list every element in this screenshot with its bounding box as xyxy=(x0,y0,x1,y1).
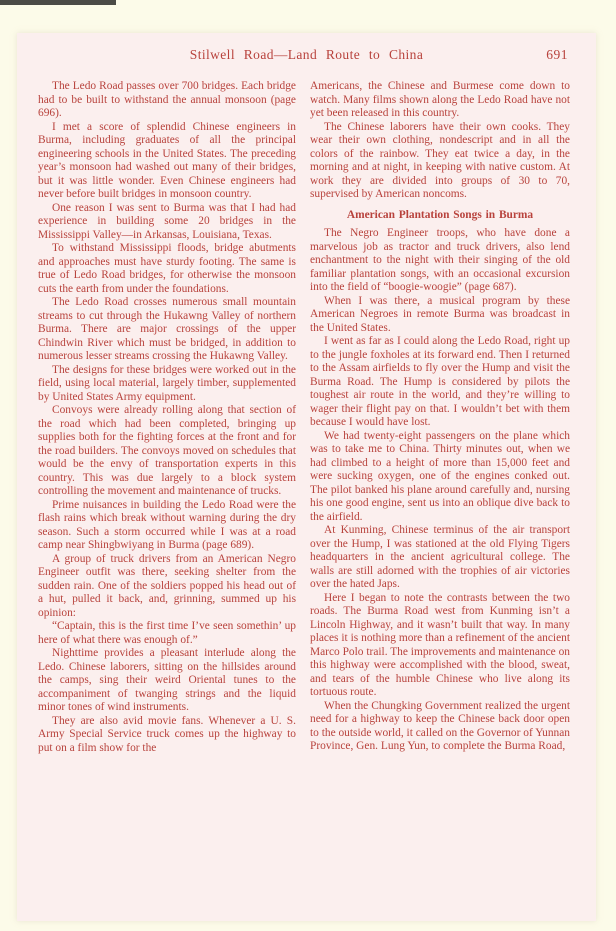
book-page xyxy=(17,33,596,921)
left-column xyxy=(38,80,296,755)
paragraph: I met a score of splendid Chinese engineers in Burma, including graduates of all the principal engineering schools in the United States. The preceding year’s monsoon had washed out many of their bridges, but it was little wonder. Even Chinese engineers had never before built bridges in monsoon country. xyxy=(38,120,296,200)
paragraph: At Kunming, Chinese terminus of the air transport over the Hump, I was stationed at the old Flying Tigers headquarters in the ancient agricultural college. The walls are still adorned with the trophies of air victories over the hated Japs. xyxy=(310,524,570,590)
paragraph: When the Chungking Government realized the urgent need for a highway to keep the Chinese back door open to the outside world, it called on the Governor of Yunnan Province, Gen. Lung Yun, to complete the Burma Road, xyxy=(310,699,570,752)
page-number: 691 xyxy=(546,47,568,62)
paragraph: The Ledo Road passes over 700 bridges. Each bridge had to be built to withstand the annual monsoon (page 696). xyxy=(38,80,296,119)
right-column xyxy=(310,80,570,755)
paragraph: “Captain, this is the first time I’ve seen somethin’ up here of what there was enough of.” xyxy=(38,620,296,646)
paragraph: I went as far as I could along the Ledo Road, right up to the jungle foxholes at its forward end. Then I returned to the Assam airfields to fly over the Hump and visit the Burma Road. The Hump is considered by pilots the toughest air route in the world, and they’re willing to wager their flight pay on that. I wouldn’t bet with them because I would have lost. xyxy=(310,335,570,428)
paragraph: Prime nuisances in building the Ledo Road were the flash rains which break without warning during the dry season. Such a storm occurred while I was at a road camp near Shingbwiyang in Burma (page 689). xyxy=(38,498,296,551)
paragraph: The Chinese laborers have their own cooks. They wear their own clothing, nondescript and in all the colors of the rainbow. They eat twice a day, in the morning and at night, in keeping with native custom. At work they are divided into groups of 30 to 70, supervised by American noncoms. xyxy=(310,120,570,200)
paragraph: Nighttime provides a pleasant interlude along the Ledo. Chinese laborers, sitting on the hillsides around the camps, sing their weird Oriental tunes to the accompaniment of twanging strings and the liquid minor tones of wind instruments. xyxy=(38,647,296,713)
paragraph: The designs for these bridges were worked out in the field, using local material, largely timber, supplemented by United States Army equipment. xyxy=(38,363,296,403)
paragraph: Convoys were already rolling along that section of the road which had been completed, bringing up supplies both for the fighting forces at the front and for the road builders. The convoys moved on schedules that would be the envy of transportation experts in this country. This was due largely to a block system controlling the movement and maintenance of trucks. xyxy=(38,404,296,497)
paragraph: They are also avid movie fans. Whenever a U. S. Army Special Service truck comes up the highway to put on a film show for the xyxy=(38,714,296,754)
paragraph: To withstand Mississippi floods, bridge abutments and approaches must have sturdy footing. The same is true of Ledo Road bridges, for otherwise the monsoon cuts the earth from under the foundations. xyxy=(38,242,296,295)
paragraph: The Negro Engineer troops, who have done a marvelous job as tractor and truck drivers, also lend enchantment to the night with their singing of the old familiar plantation songs, with an occasional excursion into the field of “boogie-woogie” (page 687). xyxy=(310,227,570,293)
page-title: Stilwell Road—Land Route to China xyxy=(189,47,424,62)
paragraph: We had twenty-eight passengers on the plane which was to take me to China. Thirty minutes out, when we had climbed to a height of more than 15,000 feet and were sucking oxygen, one of the engines conked out. The pilot banked his plane around carefully and, nursing his one good engine, sent us into an oblique dive back to the airfield. xyxy=(310,429,570,523)
running-head xyxy=(17,47,596,63)
paragraph: One reason I was sent to Burma was that I had had experience in building some 20 bridges in the Mississippi Valley—in Arkansas, Louisiana, Texas. xyxy=(38,201,296,241)
section-heading: American Plantation Songs in Burma xyxy=(346,208,534,221)
paragraph: When I was there, a musical program by these American Negroes in remote Burma was broadcast in the United States. xyxy=(310,294,570,334)
paragraph: Americans, the Chinese and Burmese come down to watch. Many films shown along the Ledo Road have not yet been released in this country. xyxy=(310,80,570,119)
text-columns xyxy=(17,63,596,755)
scan-edge-artifact xyxy=(0,0,116,5)
paragraph: The Ledo Road crosses numerous small mountain streams to cut through the Hukawng Valley of northern Burma. There are major crossings of the upper Chindwin River which must be bridged, in addition to numerous lesser streams crossing the Hukawng Valley. xyxy=(38,296,296,362)
paragraph: Here I began to note the contrasts between the two roads. The Burma Road west from Kunming isn’t a Lincoln Highway, and it wasn’t built that way. In many places it is nothing more than a refinement of the ancient Marco Polo trail. The improvements and maintenance on this highway were accomplished with the blood, sweat, and tears of the humble Chinese who live along its tortuous route. xyxy=(310,591,570,698)
paragraph: A group of truck drivers from an American Negro Engineer outfit was there, seeking shelter from the sudden rain. One of the soldiers popped his head out of a hut, pulled it back, and, grinning, summed up his opinion: xyxy=(38,552,296,619)
